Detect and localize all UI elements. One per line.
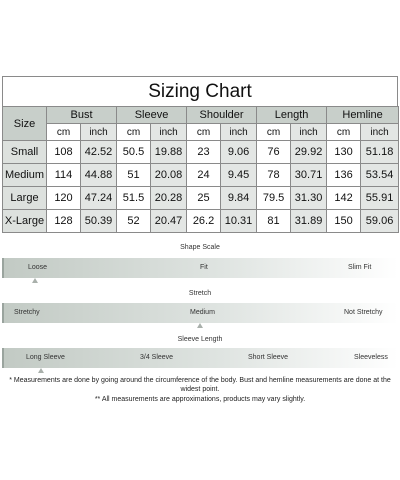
shape-slim-fit-label: Slim Fit	[348, 264, 372, 271]
bust-header: Bust	[47, 107, 117, 124]
length-header: Length	[257, 107, 327, 124]
value-cell: 59.06	[361, 210, 399, 233]
value-cell: 52	[117, 210, 151, 233]
size-cell: Small	[3, 141, 47, 164]
value-cell: 128	[47, 210, 81, 233]
value-cell: 51	[117, 164, 151, 187]
value-cell: 20.08	[151, 164, 187, 187]
unit-inch: inch	[361, 124, 399, 141]
sleeve-short-label: Short Sleeve	[248, 354, 289, 361]
unit-inch: inch	[221, 124, 257, 141]
table-row	[3, 210, 399, 233]
unit-cm: cm	[117, 124, 151, 141]
value-cell: 31.89	[291, 210, 327, 233]
hemline-header: Hemline	[327, 107, 399, 124]
value-cell: 53.54	[361, 164, 399, 187]
value-cell: 108	[47, 141, 81, 164]
value-cell: 150	[327, 210, 361, 233]
unit-cm: cm	[257, 124, 291, 141]
stretch-scale-title: Stretch	[188, 290, 212, 297]
stretch-scale-bar	[2, 303, 398, 323]
value-cell: 130	[327, 141, 361, 164]
value-cell: 51.5	[117, 187, 151, 210]
unit-cm: cm	[47, 124, 81, 141]
table-header-row	[3, 107, 399, 124]
value-cell: 31.30	[291, 187, 327, 210]
value-cell: 26.2	[187, 210, 221, 233]
table-row	[3, 187, 399, 210]
value-cell: 10.31	[221, 210, 257, 233]
value-cell: 9.06	[221, 141, 257, 164]
unit-header-row	[3, 124, 399, 141]
value-cell: 79.5	[257, 187, 291, 210]
value-cell: 78	[257, 164, 291, 187]
value-cell: 20.47	[151, 210, 187, 233]
unit-inch: inch	[81, 124, 117, 141]
sleeve-header: Sleeve	[117, 107, 187, 124]
unit-inch: inch	[291, 124, 327, 141]
shape-scale-marker-icon	[32, 278, 38, 283]
value-cell: 81	[257, 210, 291, 233]
value-cell: 55.91	[361, 187, 399, 210]
value-cell: 50.5	[117, 141, 151, 164]
value-cell: 44.88	[81, 164, 117, 187]
size-cell: X-Large	[3, 210, 47, 233]
value-cell: 76	[257, 141, 291, 164]
size-table	[2, 106, 399, 233]
value-cell: 9.45	[221, 164, 257, 187]
stretch-medium-label: Medium	[190, 309, 215, 316]
sleeve-three-quarter-label: 3/4 Sleeve	[140, 354, 174, 361]
table-row	[3, 141, 399, 164]
value-cell: 51.18	[361, 141, 399, 164]
sleeve-length-marker-icon	[38, 368, 44, 373]
value-cell: 136	[327, 164, 361, 187]
stretch-scale-marker-icon	[197, 323, 203, 328]
value-cell: 20.28	[151, 187, 187, 210]
stretch-stretchy-label: Stretchy	[14, 309, 40, 316]
approximation-note: ** All measurements are approximations, products may vary slightly.	[94, 396, 306, 403]
value-cell: 19.88	[151, 141, 187, 164]
value-cell: 47.24	[81, 187, 117, 210]
shoulder-header: Shoulder	[187, 107, 257, 124]
value-cell: 25	[187, 187, 221, 210]
unit-cm: cm	[187, 124, 221, 141]
value-cell: 50.39	[81, 210, 117, 233]
value-cell: 29.92	[291, 141, 327, 164]
value-cell: 24	[187, 164, 221, 187]
value-cell: 42.52	[81, 141, 117, 164]
unit-inch: inch	[151, 124, 187, 141]
sleeve-length-title: Sleeve Length	[177, 336, 223, 343]
value-cell: 142	[327, 187, 361, 210]
size-column-header: Size	[3, 107, 47, 141]
shape-scale-title: Shape Scale	[180, 244, 220, 251]
stretch-not-stretchy-label: Not Stretchy	[344, 309, 383, 316]
value-cell: 23	[187, 141, 221, 164]
value-cell: 30.71	[291, 164, 327, 187]
sleeve-sleeveless-label: Sleeveless	[354, 354, 388, 361]
shape-scale-bar	[2, 258, 398, 278]
unit-cm: cm	[327, 124, 361, 141]
shape-fit-label: Fit	[200, 264, 208, 271]
measurement-note: * Measurements are done by going around the circumference of the body. Bust and hemline measurements are done at the widest point.	[9, 377, 391, 393]
chart-title: Sizing Chart	[2, 76, 398, 106]
sleeve-long-label: Long Sleeve	[26, 354, 65, 361]
size-cell: Medium	[3, 164, 47, 187]
shape-loose-label: Loose	[28, 264, 48, 271]
size-cell: Large	[3, 187, 47, 210]
value-cell: 114	[47, 164, 81, 187]
table-row	[3, 164, 399, 187]
value-cell: 120	[47, 187, 81, 210]
sleeve-length-bar	[2, 348, 398, 368]
value-cell: 9.84	[221, 187, 257, 210]
